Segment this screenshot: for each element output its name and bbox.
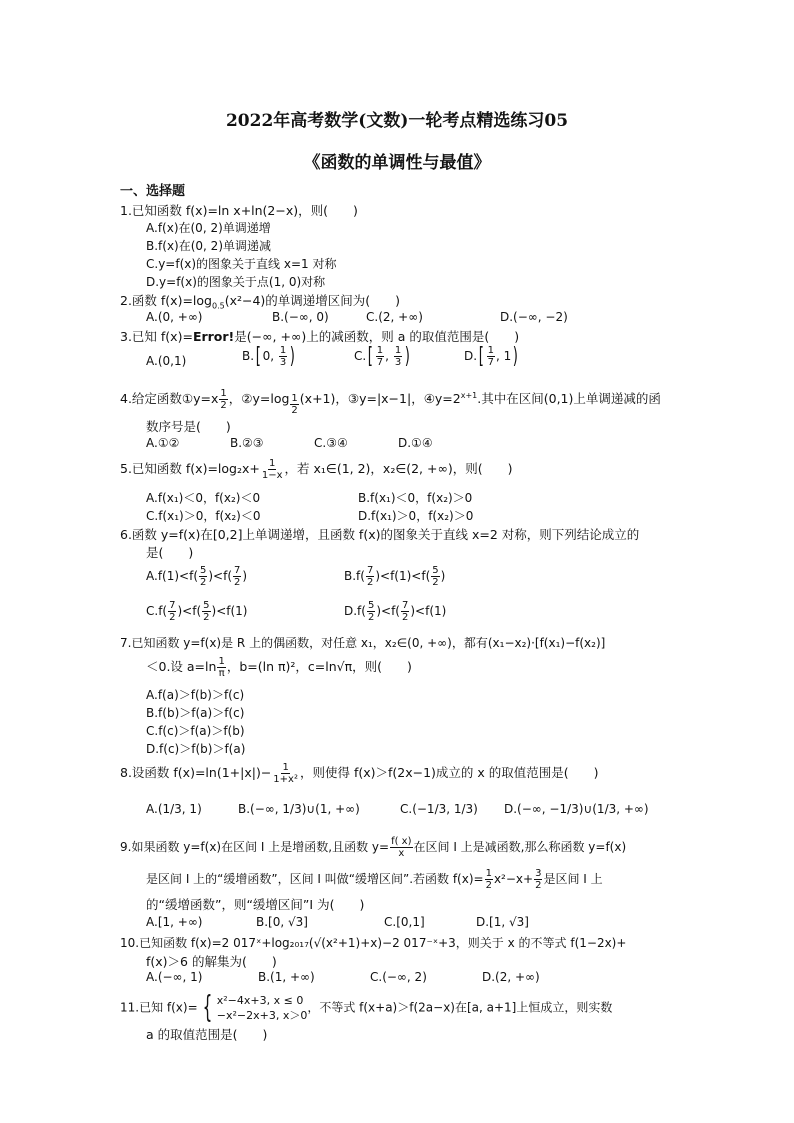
question-9-line2: 是区间 I 上的“缓增函数”，区间 I 叫做“缓增区间”.若函数 f(x)= $\frac{1}{2}$ x²−x+ $\frac{3}{2}$ 是区间 I 上 [146,868,603,891]
q7-option-d: D.f(c)＞f(b)＞f(a) [146,742,246,756]
question-8: 8.设函数 f(x)=ln(1+|x|)− $\frac{1}{\text{1+x²}}$ ，则使得 f(x)＞f(2x−1)成立的 x 的取值范围是( ) [120,762,599,785]
q2-option-a: A.(0, +∞) [146,310,203,324]
question-7: 7.已知函数 y=f(x)是 R 上的偶函数，对任意 x₁，x₂∈(0, +∞)，都有(x₁−x₂)·[f(x₁)−f(x₂)] [120,636,606,650]
q9-option-d: D.[1, √3] [476,915,529,929]
q6-option-c: C.f( $\frac{7}{2}$ )<f( $\frac{5}{2}$ )<f(1) [146,600,248,623]
q8-option-d: D.(−∞, −1/3)∪(1/3, +∞) [504,802,649,816]
q2-option-d: D.(−∞, −2) [500,310,568,324]
question-4: 4.给定函数①y=x $\frac{1}{2}$ ，②y=log $_{\frac{1}{2}}$ (x+1)，③y=|x−1|，$④y=2^{x+1}$.其中在区间(0,1)上单调递减的函 [120,388,661,416]
q1-option-c: C.y=f(x)的图象关于直线 x=1 对称 [146,257,337,271]
q8-option-c: C.(−1/3, 1/3) [400,802,478,816]
page-title: 2022年高考数学(文数)一轮考点精选练习05 [225,111,569,131]
question-11: 11.已知 f(x)= { x²−4x+3, x ≤ 0 −x²−2x+3, x＞0 ，不等式 f(x+a)＞f(2a−x)在[a, a+1]上恒成立，则实数 [120,990,613,1025]
q10-option-b: B.(1, +∞) [258,970,315,984]
q7-option-a: A.f(a)＞f(b)＞f(c) [146,688,245,702]
q4-option-b: B.②③ [230,436,264,450]
question-10: 10.已知函数 f(x)=2 017ˣ+log₂₀₁₇(√(x²+1)+x)−2 017⁻ˣ+3，则关于 x 的不等式 f(1−2x)+ [120,936,627,950]
question-9: 9.如果函数 y=f(x)在区间 I 上是增函数,且函数 y= $\frac{f( x)}{x}$ 在区间 I 上是减函数,那么称函数 y=f(x) [120,836,627,859]
q10-option-d: D.(2, +∞) [482,970,540,984]
q9-option-b: B.[0, √3] [256,915,308,929]
question-1: 1.已知函数 f(x)=ln x+ln(2−x)，则( ) [120,203,358,218]
q6-option-a: A.f(1)<f( $\frac{5}{2}$ )<f( $\frac{7}{2}$ ) [146,565,248,588]
q9-option-a: A.[1, +∞) [146,915,203,929]
q3-option-a: A.(0,1) [146,354,187,368]
q10-option-a: A.(−∞, 1) [146,970,203,984]
q8-option-b: B.(−∞, 1/3)∪(1, +∞) [238,802,360,816]
question-4-line2: 数序号是( ) [146,419,231,434]
q7-option-b: B.f(b)＞f(a)＞f(c) [146,706,245,720]
question-5: 5.已知函数 f(x)=log₂x+ $\frac{1}{1-x}$ ，若 x₁∈(1, 2)，x₂∈(2, +∞)，则( ) [120,458,513,481]
q3-option-c: C.[ $\frac{1}{7}$ , $\frac{1}{3}$ ) [354,343,411,369]
q2-option-b: B.(−∞, 0) [272,310,329,324]
question-2: 2.函数 $f(x)=\log_{0.5}(x^2-4)$的单调递增区间为( ) [120,293,401,311]
question-10-line2: f(x)＞6 的解集为( ) [146,954,277,969]
q5-option-b: B.f(x₁)＜0，f(x₂)＞0 [358,491,473,505]
q7-option-c: C.f(c)＞f(a)＞f(b) [146,724,245,738]
section-heading: 一、选择题 [120,184,186,199]
q1-option-b: B.f(x)在(0, 2)单调递减 [146,239,271,253]
q10-option-c: C.(−∞, 2) [370,970,427,984]
q5-option-d: D.f(x₁)＞0，f(x₂)＞0 [358,509,474,523]
q3-option-d: D.[ $\frac{1}{7}$ , 1) [464,343,519,369]
q6-option-b: B.f( $\frac{7}{2}$ )<f(1)<f( $\frac{5}{2}$ ) [344,565,446,588]
q5-option-c: C.f(x₁)＞0，f(x₂)＜0 [146,509,261,523]
question-11-line2: a 的取值范围是( ) [146,1027,268,1042]
q6-option-d: D.f( $\frac{5}{2}$ )<f( $\frac{7}{2}$ )<f(1) [344,600,447,623]
q5-option-a: A.f(x₁)＜0，f(x₂)＜0 [146,491,261,505]
q4-option-c: C.③④ [314,436,348,450]
q8-option-a: A.(1/3, 1) [146,802,202,816]
question-6: 6.函数 y=f(x)在[0,2]上单调递增，且函数 f(x)的图象关于直线 x=2 对称，则下列结论成立的 [120,527,640,542]
q1-option-d: D.y=f(x)的图象关于点(1, 0)对称 [146,275,326,289]
q9-option-c: C.[0,1] [384,915,425,929]
question-3: 3.已知 f(x)=Error!是(−∞, +∞)上的减函数，则 a 的取值范围是( ) [120,329,520,344]
q2-option-c: C.(2, +∞) [366,310,423,324]
question-6-line2: 是( ) [146,545,194,560]
question-9-line3: 的“缓增函数”，则“缓增区间”I 为( ) [146,897,365,912]
q1-option-a: A.f(x)在(0, 2)单调递增 [146,221,271,235]
q4-option-a: A.①② [146,436,180,450]
question-7-line2: ＜0.设 a=ln $\frac{1}{\pi}$ ，b=(ln π)²，c=ln√π，则( ) [146,656,412,679]
q3-option-b: B.[ 0, $\frac{1}{3}$ ) [242,343,296,369]
page-subtitle: 《函数的单调性与最值》 [303,153,491,173]
q4-option-d: D.①④ [398,436,433,450]
